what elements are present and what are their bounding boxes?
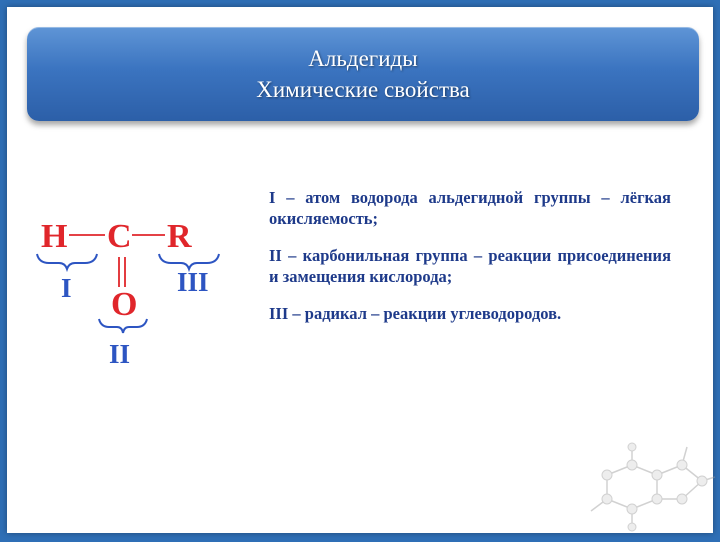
molecule-structure-icon [587,437,717,537]
formula-diagram [21,207,251,377]
description-list [269,187,671,340]
brace-group-1 [37,254,97,269]
slide-title: Альдегиды [308,46,418,71]
slide-header [27,27,699,121]
description-item-2: II – карбонильная группа – реакции присоединения и замещения кислорода; [269,246,671,286]
slide [7,7,713,533]
slide-subtitle: Химические свойства [256,77,470,102]
label-group-3: III [177,267,209,297]
atom-hydrogen: H [41,218,68,255]
atom-oxygen: O [111,286,138,323]
aldehyde-formula [21,207,251,377]
label-group-1: I [61,273,72,303]
label-group-2: II [109,339,131,369]
description-item-3: III – радикал – реакции углеводородов. [269,304,562,323]
description-item-1: I – атом водорода альдегидной группы – лёгкая окисляемость; [269,188,671,228]
atom-carbon: C [107,218,132,255]
atom-radical: R [167,218,192,255]
